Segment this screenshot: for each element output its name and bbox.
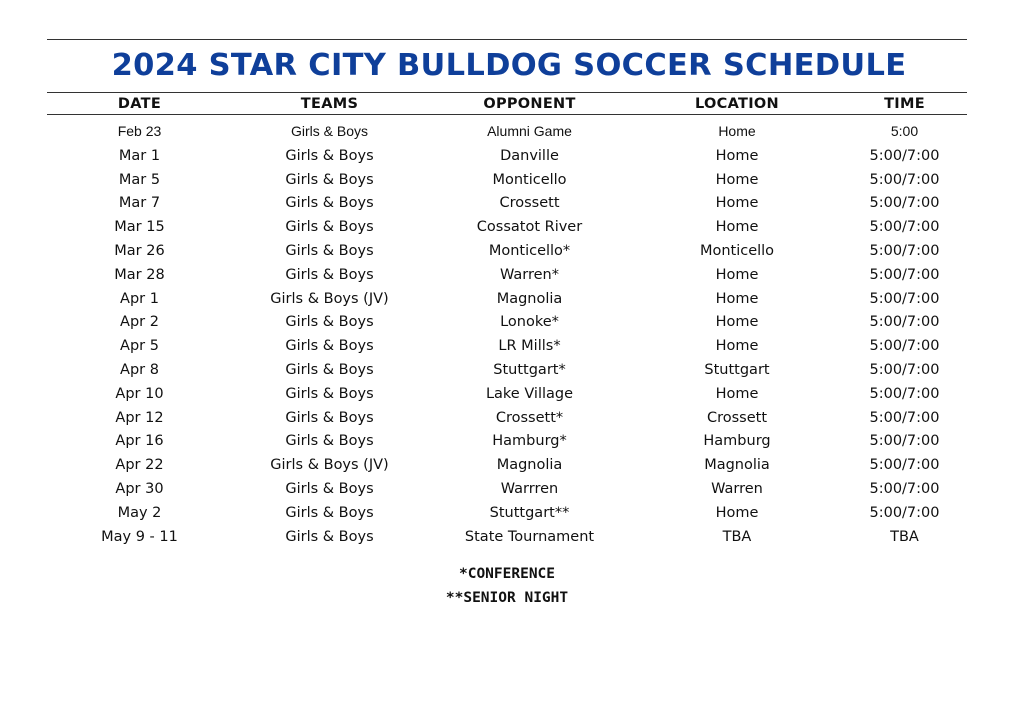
cell-date: Apr 5 <box>120 338 159 355</box>
cell-date: Mar 1 <box>118 147 161 164</box>
cell-time: 5:00/7:00 <box>869 457 940 474</box>
cell-location: Home <box>715 290 759 307</box>
cell-location: Home <box>718 122 756 139</box>
cell-teams: Girls & Boys <box>285 314 374 331</box>
cell-teams: Girls & Boys <box>285 481 374 498</box>
cell-location: Home <box>715 314 759 331</box>
table-row <box>47 477 967 501</box>
cell-teams: Girls & Boys <box>285 385 374 402</box>
cell-teams: Girls & Boys <box>285 243 374 260</box>
table-row <box>47 430 967 454</box>
cell-date: Feb 23 <box>117 122 162 139</box>
cell-date: Apr 16 <box>115 433 164 450</box>
cell-opponent: Danville <box>500 147 559 164</box>
cell-teams: Girls & Boys <box>285 362 374 379</box>
column-header-opponent: OPPONENT <box>483 95 576 112</box>
cell-time: 5:00/7:00 <box>869 290 940 307</box>
cell-opponent: LR Mills* <box>498 338 561 355</box>
cell-opponent: Warren* <box>499 266 559 283</box>
cell-time: 5:00/7:00 <box>869 171 940 188</box>
cell-location: Home <box>715 385 759 402</box>
cell-teams: Girls & Boys <box>285 338 374 355</box>
cell-location: Stuttgart <box>704 362 770 379</box>
cell-teams: Girls & Boys <box>285 409 374 426</box>
table-row <box>47 287 967 311</box>
cell-time: 5:00/7:00 <box>869 433 940 450</box>
table-row <box>47 525 967 549</box>
cell-opponent: Crossett <box>499 195 560 212</box>
table-row <box>47 168 967 192</box>
notes-section <box>0 562 1014 610</box>
cell-time: 5:00/7:00 <box>869 385 940 402</box>
table-row <box>47 192 967 216</box>
cell-teams: Girls & Boys <box>285 147 374 164</box>
cell-teams: Girls & Boys <box>285 433 374 450</box>
cell-date: Mar 7 <box>118 195 161 212</box>
cell-location: Hamburg <box>703 433 771 450</box>
cell-opponent: Magnolia <box>496 457 563 474</box>
table-header-row <box>47 93 967 115</box>
column-header-date: DATE <box>117 95 162 112</box>
cell-time: 5:00/7:00 <box>869 243 940 260</box>
schedule-table <box>47 93 967 549</box>
cell-opponent: Lake Village <box>485 385 574 402</box>
page-title: 2024 STAR CITY BULLDOG SOCCER SCHEDULE <box>111 48 907 83</box>
cell-teams: Girls & Boys <box>285 195 374 212</box>
cell-date: Mar 28 <box>114 266 165 283</box>
table-row <box>47 501 967 525</box>
cell-date: Apr 8 <box>120 362 159 379</box>
table-row <box>47 115 967 145</box>
cell-location: Monticello <box>699 243 775 260</box>
cell-location: Home <box>715 266 759 283</box>
cell-opponent: Magnolia <box>496 290 563 307</box>
cell-date: Apr 12 <box>115 409 164 426</box>
cell-teams: Girls & Boys <box>290 122 368 139</box>
cell-opponent: Hamburg* <box>492 433 567 450</box>
table-row <box>47 239 967 263</box>
cell-opponent: Cossatot River <box>476 219 583 236</box>
note-senior-night: **SENIOR NIGHT <box>445 590 569 606</box>
cell-location: Magnolia <box>704 457 770 474</box>
cell-location: Home <box>715 147 759 164</box>
cell-opponent: Stuttgart* <box>493 362 566 379</box>
cell-time: 5:00/7:00 <box>869 314 940 331</box>
cell-location: TBA <box>722 528 752 545</box>
cell-teams: Girls & Boys <box>285 266 374 283</box>
cell-date: Apr 1 <box>120 290 159 307</box>
table-row <box>47 358 967 382</box>
cell-time: 5:00/7:00 <box>869 195 940 212</box>
cell-date: May 9 - 11 <box>101 528 178 545</box>
column-header-teams: TEAMS <box>300 95 359 112</box>
cell-opponent: Crossett* <box>495 409 564 426</box>
cell-teams: Girls & Boys (JV) <box>270 457 389 474</box>
cell-time: 5:00/7:00 <box>869 362 940 379</box>
cell-date: Apr 2 <box>120 314 159 331</box>
cell-teams: Girls & Boys <box>285 504 374 521</box>
cell-time: 5:00/7:00 <box>869 504 940 521</box>
cell-time: 5:00/7:00 <box>869 219 940 236</box>
cell-date: May 2 <box>117 504 162 521</box>
table-row <box>47 453 967 477</box>
cell-location: Home <box>715 195 759 212</box>
cell-opponent: Monticello <box>492 171 567 188</box>
cell-time: 5:00/7:00 <box>869 481 940 498</box>
cell-opponent: Warrren <box>500 481 559 498</box>
table-row <box>47 215 967 239</box>
cell-location: Crossett <box>706 409 768 426</box>
table-row <box>47 144 967 168</box>
cell-location: Warren <box>711 481 763 498</box>
table-row <box>47 311 967 335</box>
cell-location: Home <box>715 338 759 355</box>
cell-teams: Girls & Boys <box>285 219 374 236</box>
cell-location: Home <box>715 171 759 188</box>
cell-date: Mar 5 <box>118 171 161 188</box>
cell-date: Apr 10 <box>115 385 164 402</box>
cell-date: Apr 22 <box>115 457 164 474</box>
cell-location: Home <box>715 504 759 521</box>
cell-date: Mar 15 <box>114 219 165 236</box>
cell-opponent: Lonoke* <box>500 314 559 331</box>
cell-opponent: Alumni Game <box>487 122 572 139</box>
cell-time: 5:00 <box>890 122 919 139</box>
table-row <box>47 263 967 287</box>
cell-opponent: Monticello* <box>488 243 571 260</box>
cell-opponent: Stuttgart** <box>489 504 570 521</box>
cell-location: Home <box>715 219 759 236</box>
column-header-location: LOCATION <box>695 95 779 112</box>
table-row <box>47 382 967 406</box>
cell-time: 5:00/7:00 <box>869 338 940 355</box>
cell-teams: Girls & Boys <box>285 171 374 188</box>
cell-teams: Girls & Boys <box>285 528 374 545</box>
table-row <box>47 334 967 358</box>
cell-teams: Girls & Boys (JV) <box>270 290 389 307</box>
table-body <box>47 115 967 549</box>
cell-time: 5:00/7:00 <box>869 147 940 164</box>
cell-time: TBA <box>890 528 919 545</box>
cell-date: Apr 30 <box>115 481 164 498</box>
note-conference: *CONFERENCE <box>458 566 556 582</box>
cell-time: 5:00/7:00 <box>869 266 940 283</box>
schedule-document <box>47 39 967 549</box>
cell-date: Mar 26 <box>114 243 165 260</box>
column-header-time: TIME <box>884 95 925 112</box>
cell-opponent: State Tournament <box>464 528 595 545</box>
cell-time: 5:00/7:00 <box>869 409 940 426</box>
table-row <box>47 406 967 430</box>
